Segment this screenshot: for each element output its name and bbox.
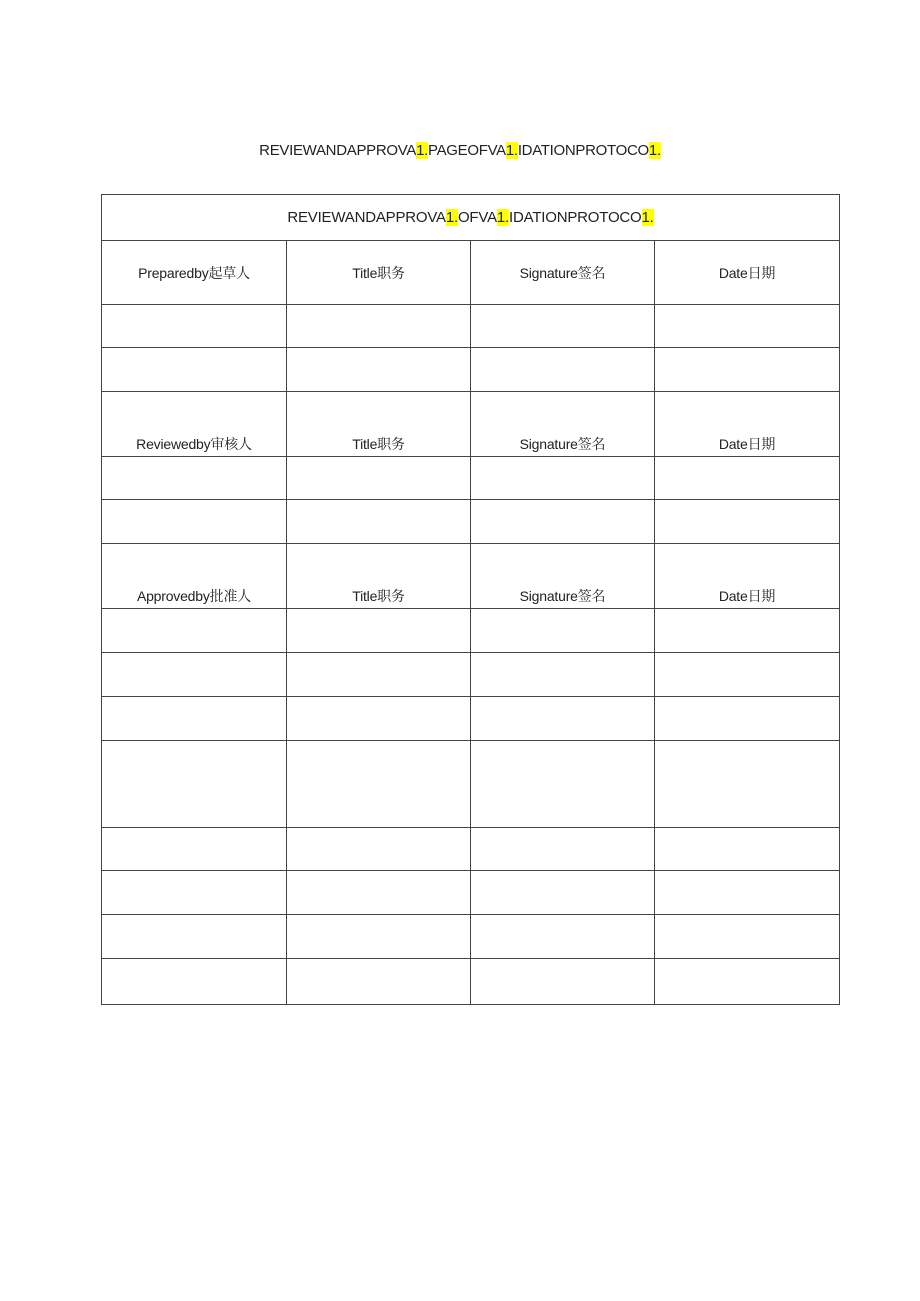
signature-cell[interactable]	[471, 697, 655, 741]
approved-title-label: Title职务	[287, 544, 471, 609]
title-text-1: REVIEWANDAPPROVA	[259, 142, 417, 159]
title-cell[interactable]	[287, 959, 471, 1005]
approval-table	[101, 194, 840, 1005]
name-cell[interactable]	[102, 653, 287, 697]
title-cell[interactable]	[287, 741, 471, 828]
name-cell[interactable]	[102, 457, 287, 500]
date-cell[interactable]	[655, 348, 840, 392]
banner-highlight-1: 1.	[445, 209, 458, 226]
reviewed-signature-label: Signature签名	[471, 392, 655, 457]
signature-cell[interactable]	[471, 457, 655, 500]
title-text-2: PAGEOFVA	[427, 142, 506, 159]
signature-cell[interactable]	[471, 915, 655, 959]
date-cell[interactable]	[655, 871, 840, 915]
title-cell[interactable]	[287, 348, 471, 392]
approved-header-row	[102, 544, 840, 609]
title-highlight-3: 1.	[648, 142, 661, 159]
name-cell[interactable]	[102, 959, 287, 1005]
prepared-header-row	[102, 241, 840, 305]
title-highlight-1: 1.	[416, 142, 428, 159]
reviewed-header-row	[102, 392, 840, 457]
approved-signature-label: Signature签名	[471, 544, 655, 609]
date-cell[interactable]	[655, 697, 840, 741]
table-banner	[102, 195, 840, 241]
title-cell[interactable]	[287, 653, 471, 697]
table-row	[102, 653, 840, 697]
table-row	[102, 305, 840, 348]
table-row	[102, 457, 840, 500]
reviewed-title-label: Title职务	[287, 392, 471, 457]
name-cell[interactable]	[102, 828, 287, 871]
prepared-title-label: Title职务	[287, 241, 471, 305]
name-cell[interactable]	[102, 609, 287, 653]
date-cell[interactable]	[655, 741, 840, 828]
table-row	[102, 741, 840, 828]
title-cell[interactable]	[287, 828, 471, 871]
table-row	[102, 915, 840, 959]
title-highlight-2: 1.	[505, 142, 518, 159]
date-cell[interactable]	[655, 305, 840, 348]
page-title	[0, 141, 920, 161]
title-cell[interactable]	[287, 305, 471, 348]
date-cell[interactable]	[655, 500, 840, 544]
date-cell[interactable]	[655, 959, 840, 1005]
signature-cell[interactable]	[471, 828, 655, 871]
table-row	[102, 697, 840, 741]
table-row	[102, 959, 840, 1005]
date-cell[interactable]	[655, 915, 840, 959]
title-cell[interactable]	[287, 609, 471, 653]
banner-highlight-2: 1.	[496, 209, 510, 226]
signature-cell[interactable]	[471, 500, 655, 544]
name-cell[interactable]	[102, 915, 287, 959]
reviewed-by-label: Reviewedby审核人	[102, 392, 287, 457]
date-cell[interactable]	[655, 457, 840, 500]
name-cell[interactable]	[102, 305, 287, 348]
signature-cell[interactable]	[471, 348, 655, 392]
title-cell[interactable]	[287, 697, 471, 741]
signature-cell[interactable]	[471, 959, 655, 1005]
table-row	[102, 348, 840, 392]
date-cell[interactable]	[655, 828, 840, 871]
table-row	[102, 828, 840, 871]
reviewed-date-label: Date日期	[655, 392, 840, 457]
title-text-3: IDATIONPROTOCO	[517, 142, 649, 159]
approved-date-label: Date日期	[655, 544, 840, 609]
banner-text-3: IDATIONPROTOCO	[509, 209, 642, 226]
approved-by-label: Approvedby批准人	[102, 544, 287, 609]
banner-text-2: OFVA	[457, 209, 497, 226]
signature-cell[interactable]	[471, 609, 655, 653]
prepared-signature-label: Signature签名	[471, 241, 655, 305]
banner-text-1: REVIEWANDAPPROVA	[287, 209, 446, 226]
date-cell[interactable]	[655, 653, 840, 697]
name-cell[interactable]	[102, 348, 287, 392]
prepared-date-label: Date日期	[655, 241, 840, 305]
signature-cell[interactable]	[471, 653, 655, 697]
signature-cell[interactable]	[471, 871, 655, 915]
table-row	[102, 609, 840, 653]
table-banner-row	[102, 195, 840, 241]
name-cell[interactable]	[102, 871, 287, 915]
name-cell[interactable]	[102, 697, 287, 741]
date-cell[interactable]	[655, 609, 840, 653]
title-cell[interactable]	[287, 500, 471, 544]
signature-cell[interactable]	[471, 741, 655, 828]
table-row	[102, 871, 840, 915]
title-cell[interactable]	[287, 915, 471, 959]
name-cell[interactable]	[102, 500, 287, 544]
prepared-by-label: Preparedby起草人	[102, 241, 287, 305]
table-row	[102, 500, 840, 544]
name-cell[interactable]	[102, 741, 287, 828]
title-cell[interactable]	[287, 871, 471, 915]
banner-highlight-3: 1.	[641, 209, 654, 226]
signature-cell[interactable]	[471, 305, 655, 348]
title-cell[interactable]	[287, 457, 471, 500]
